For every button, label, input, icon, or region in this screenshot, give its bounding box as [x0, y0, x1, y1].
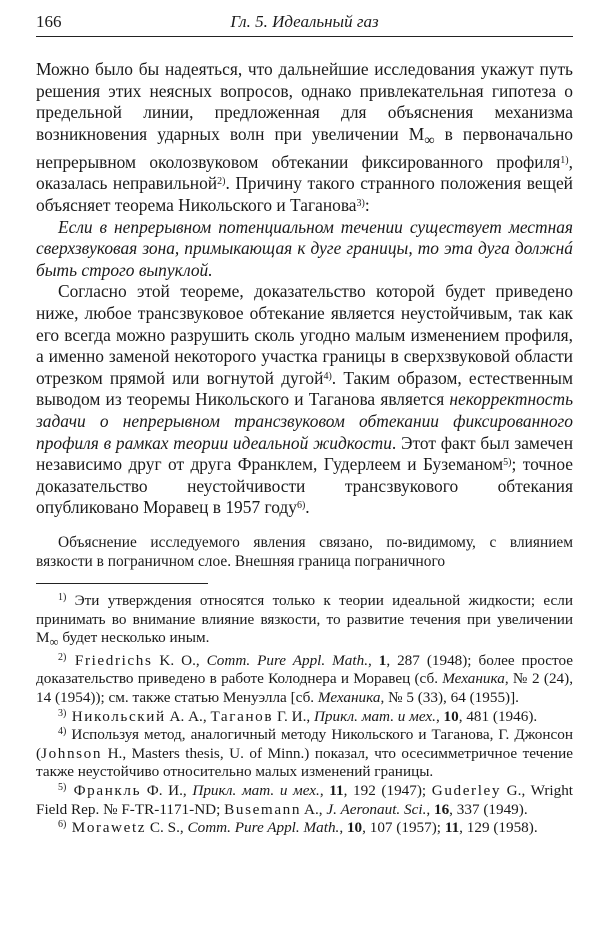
- text-run: H., Masters thesis, U. of Minn.) показал, что осесимметричное течение также неустойчиво относительно малых изменений границы.: [36, 744, 573, 781]
- text-run: , 287 (1948); более простое доказательство приведено в работе Колоднера и Моравец (сб.: [36, 651, 574, 688]
- text-run: Г. И.,: [273, 707, 314, 725]
- footnote-ref-2[interactable]: 2): [217, 176, 226, 188]
- footnote-ref-3[interactable]: 3): [356, 198, 365, 210]
- text-run: Можно было бы надеяться, что дальнейшие исследования укажут путь решения этих неясных вопросов, однако привлекательная гипотеза о предельной линии, предложенная для объяснения механизма возникновения ударных волн при увеличении M: [36, 59, 573, 144]
- text-run: .: [305, 497, 310, 518]
- footnote-5: [36, 782, 573, 819]
- footnote-ref-6[interactable]: 6): [296, 500, 306, 512]
- page-header: [36, 8, 573, 37]
- footnote-2: [36, 652, 573, 708]
- author-name: Johnson: [41, 744, 103, 762]
- footnote-6: [36, 819, 573, 838]
- text-run: C. S.,: [146, 819, 188, 837]
- text-run: ,: [339, 819, 347, 837]
- paragraph-2: [36, 281, 573, 519]
- author-name: Morawetz: [66, 819, 147, 837]
- paragraph-3: Объяснение исследуемого явления связано, по-видимому, с влиянием вязкости в пограничном слое. Внешняя граница пограничного: [36, 533, 573, 570]
- text-run: Согласно этой теореме, доказательство которой будет приведено ниже, любое трансзвуковое обтекание является неустойчивым, так как его всегда можно разрушить сколь угодно малым изменением профиля, а именно заменой некоторого участка границы в сверхзвуковой области отрезком прямой или вогнутой дугой: [36, 281, 573, 388]
- text-run: Ф. И.,: [141, 781, 193, 799]
- text-run: будет несколько иным.: [58, 629, 210, 647]
- volume: 10: [346, 819, 363, 837]
- book-page: [36, 8, 573, 838]
- text-run: . Причину такого странного положения вещей объясняет теорема Никольского и Таганова: [36, 173, 573, 216]
- text-run: :: [364, 195, 370, 216]
- volume: 10: [443, 707, 459, 725]
- footnote-ref-5[interactable]: 5): [503, 457, 512, 469]
- text-run: , № 5 (33), 64 (1955)].: [380, 688, 519, 706]
- theorem-statement: Если в непрерывном потенциальном течении существует местная сверхзвуковая зона, примыкающая к дуге границы, то эта дуга должнá быть строго выпуклой.: [36, 216, 573, 280]
- volume: 11: [329, 781, 344, 799]
- footnote-mark: 4): [58, 726, 67, 738]
- text-run: A.,: [301, 800, 327, 818]
- author-name: Guderley: [431, 781, 502, 799]
- footnote-ref-1[interactable]: 1): [560, 154, 569, 166]
- text-run: ,: [435, 707, 444, 725]
- main-text: [36, 59, 573, 519]
- paragraph-1: [36, 59, 573, 217]
- text-run: ,: [319, 781, 330, 799]
- author-name: Таганов: [210, 707, 274, 725]
- text-run: ,: [368, 651, 379, 669]
- text-run: , оказалась неправильной: [36, 151, 573, 194]
- author-name: Франкль: [66, 781, 142, 799]
- text-run: Эти утверждения относятся только к теории идеальной жидкости; если принимать во внимание влияние вязкости, то развитие течения при увеличении M: [36, 591, 573, 647]
- footnote-mark: 1): [58, 591, 67, 603]
- journal-name: Comm. Pure Appl. Math.: [206, 651, 368, 669]
- footnote-1: [36, 592, 573, 652]
- text-run: , 107 (1957);: [362, 819, 445, 837]
- text-run: А. А.,: [165, 707, 211, 725]
- footnote-3: [36, 708, 573, 727]
- footnote-ref-4[interactable]: 4): [323, 370, 332, 382]
- journal-name: J. Aeronaut. Sci.: [326, 800, 427, 818]
- text-run: , 192 (1947);: [343, 781, 432, 799]
- text-run: G., Wright Field Rep. № F-TR-1171-ND;: [36, 781, 574, 818]
- footnote-4: [36, 726, 573, 782]
- text-run: ,: [426, 800, 434, 818]
- running-title: Гл. 5. Идеальный газ: [230, 12, 379, 31]
- footnote-mark: 3): [58, 707, 67, 719]
- footnote-mark: 6): [58, 819, 67, 831]
- footnote-mark: 2): [58, 651, 67, 663]
- text-run: в первоначально непрерывном околозвуковом обтекании фиксированного профиля: [36, 123, 573, 172]
- footnotes: [36, 592, 573, 838]
- author-name: Busemann: [224, 800, 302, 818]
- author-name: Никольский: [66, 707, 166, 725]
- text-run: , № 2 (24), 14 (1954)); см. также статью Менуэлла [сб.: [36, 670, 574, 706]
- journal-name: Прикл. мат. и мех.: [192, 781, 320, 799]
- text-run: . Таким образом, естественным выводом из теоремы Никольского и Таганова является: [36, 367, 573, 410]
- text-run: ; точное доказательство неустойчивости трансзвукового обтекания опубликовано Моравец в 1957 году: [36, 454, 573, 518]
- volume: 11: [444, 819, 460, 837]
- text-run: K. O.,: [152, 651, 207, 669]
- author-name: Friedrichs: [66, 651, 153, 669]
- subscript-infinity: ∞: [49, 635, 59, 650]
- footnote-mark: 5): [58, 781, 67, 793]
- text-run: , 129 (1958).: [459, 819, 538, 837]
- journal-name: Механика: [317, 688, 381, 706]
- journal-name: Механика: [442, 670, 505, 688]
- volume: 1: [378, 651, 387, 669]
- page-number: 166: [36, 12, 62, 31]
- emphasis-text: некорректность задачи о непрерывном трансзвуковом обтекании фиксированного профиля в рамках теории идеальной жидкости: [36, 389, 573, 453]
- subscript-infinity: ∞: [424, 132, 435, 149]
- text-run: Используя метод, аналогичный методу Никольского и Таганова, Г. Джонсон (: [36, 726, 573, 762]
- volume: 16: [433, 800, 450, 818]
- footnote-divider: [36, 583, 208, 584]
- text-run: . Этот факт был замечен независимо друг от друга Франклем, Гудерлеем и Буземаном: [36, 432, 573, 475]
- text-run: , 481 (1946).: [458, 707, 538, 725]
- journal-name: Прикл. мат. и мех.: [313, 707, 436, 725]
- small-print-paragraph: [36, 533, 573, 571]
- journal-name: Comm. Pure Appl. Math.: [187, 819, 340, 837]
- text-run: , 337 (1949).: [449, 800, 528, 818]
